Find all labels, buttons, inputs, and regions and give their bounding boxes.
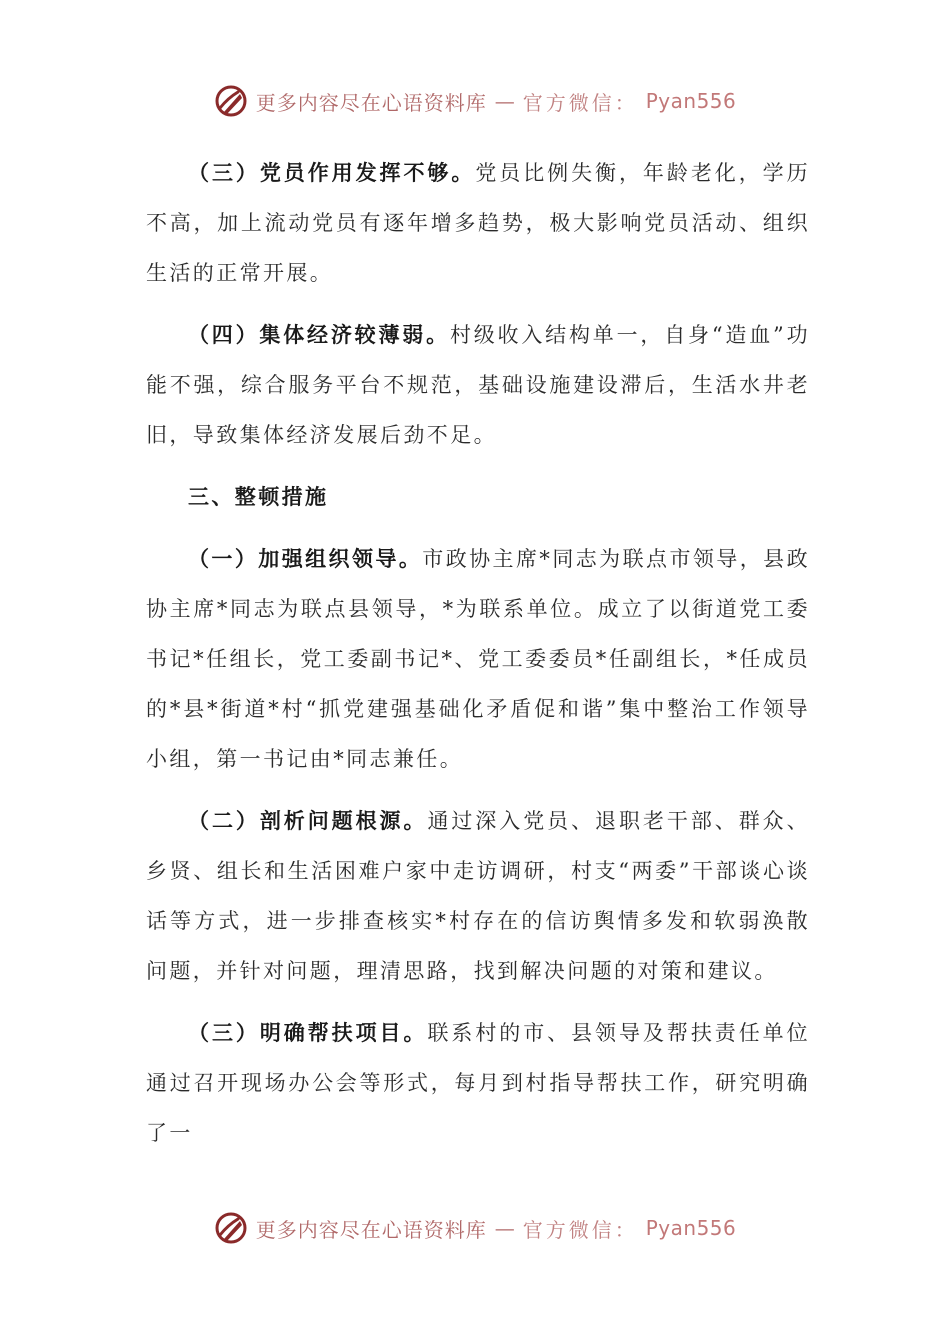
pen-logo-icon — [214, 1211, 248, 1245]
paragraph-body: 市政协主席*同志为联点市领导，县政协主席*同志为联点县领导，*为联系单位。成立了以街道党工委书记*任组长，党工委副书记*、党工委委员*任副组长，*任成员的*县*街道*村“抓党建强基础化矛盾促和谐”集中整治工作领导小组，第一书记由*同志兼任。 — [146, 547, 810, 771]
paragraph — [146, 1008, 810, 1158]
paragraph-body: 党员比例失衡，年龄老化，学历不高，加上流动党员有逐年增多趋势，极大影响党员活动、组织生活的正常开展。 — [146, 161, 810, 285]
header-watermark — [0, 84, 950, 118]
paragraph-lead: （四）集体经济较薄弱。 — [188, 322, 450, 347]
watermark-wechat-id: Pyan556 — [645, 1216, 737, 1240]
watermark-wechat-label: 官方微信： — [522, 1217, 638, 1242]
watermark-wechat-id: Pyan556 — [645, 89, 737, 113]
footer-watermark — [0, 1211, 950, 1245]
paragraph-lead: （二）剖析问题根源。 — [188, 808, 428, 833]
paragraph-lead: （一）加强组织领导。 — [188, 546, 423, 571]
paragraph — [146, 534, 810, 784]
paragraph-lead: （三）明确帮扶项目。 — [188, 1020, 428, 1045]
watermark-wechat-label: 官方微信： — [522, 90, 638, 115]
paragraph-lead: （三）党员作用发挥不够。 — [188, 160, 476, 185]
paragraph — [146, 310, 810, 460]
pen-logo-icon — [214, 84, 248, 118]
watermark-separator: — — [494, 1216, 515, 1240]
watermark-text: 更多内容尽在心语资料库 — [255, 1217, 487, 1242]
paragraph — [146, 148, 810, 298]
paragraph-body: 通过深入党员、退职老干部、群众、乡贤、组长和生活困难户家中走访调研，村支“两委”干部谈心谈话等方式，进一步排查核实*村存在的信访舆情多发和软弱涣散问题，并针对问题，理清思路，找到解决问题的对策和建议。 — [146, 809, 810, 983]
watermark-separator: — — [494, 89, 515, 113]
section-heading: 三、整顿措施 — [188, 484, 329, 509]
paragraph-body: 村级收入结构单一，自身“造血”功能不强，综合服务平台不规范，基础设施建设滞后，生活水井老旧，导致集体经济发展后劲不足。 — [146, 323, 810, 447]
watermark-text: 更多内容尽在心语资料库 — [255, 90, 487, 115]
paragraph — [146, 796, 810, 996]
paragraph-body: 联系村的市、县领导及帮扶责任单位通过召开现场办公会等形式，每月到村指导帮扶工作，研究明确了一 — [146, 1021, 810, 1145]
document-body — [146, 148, 810, 1170]
